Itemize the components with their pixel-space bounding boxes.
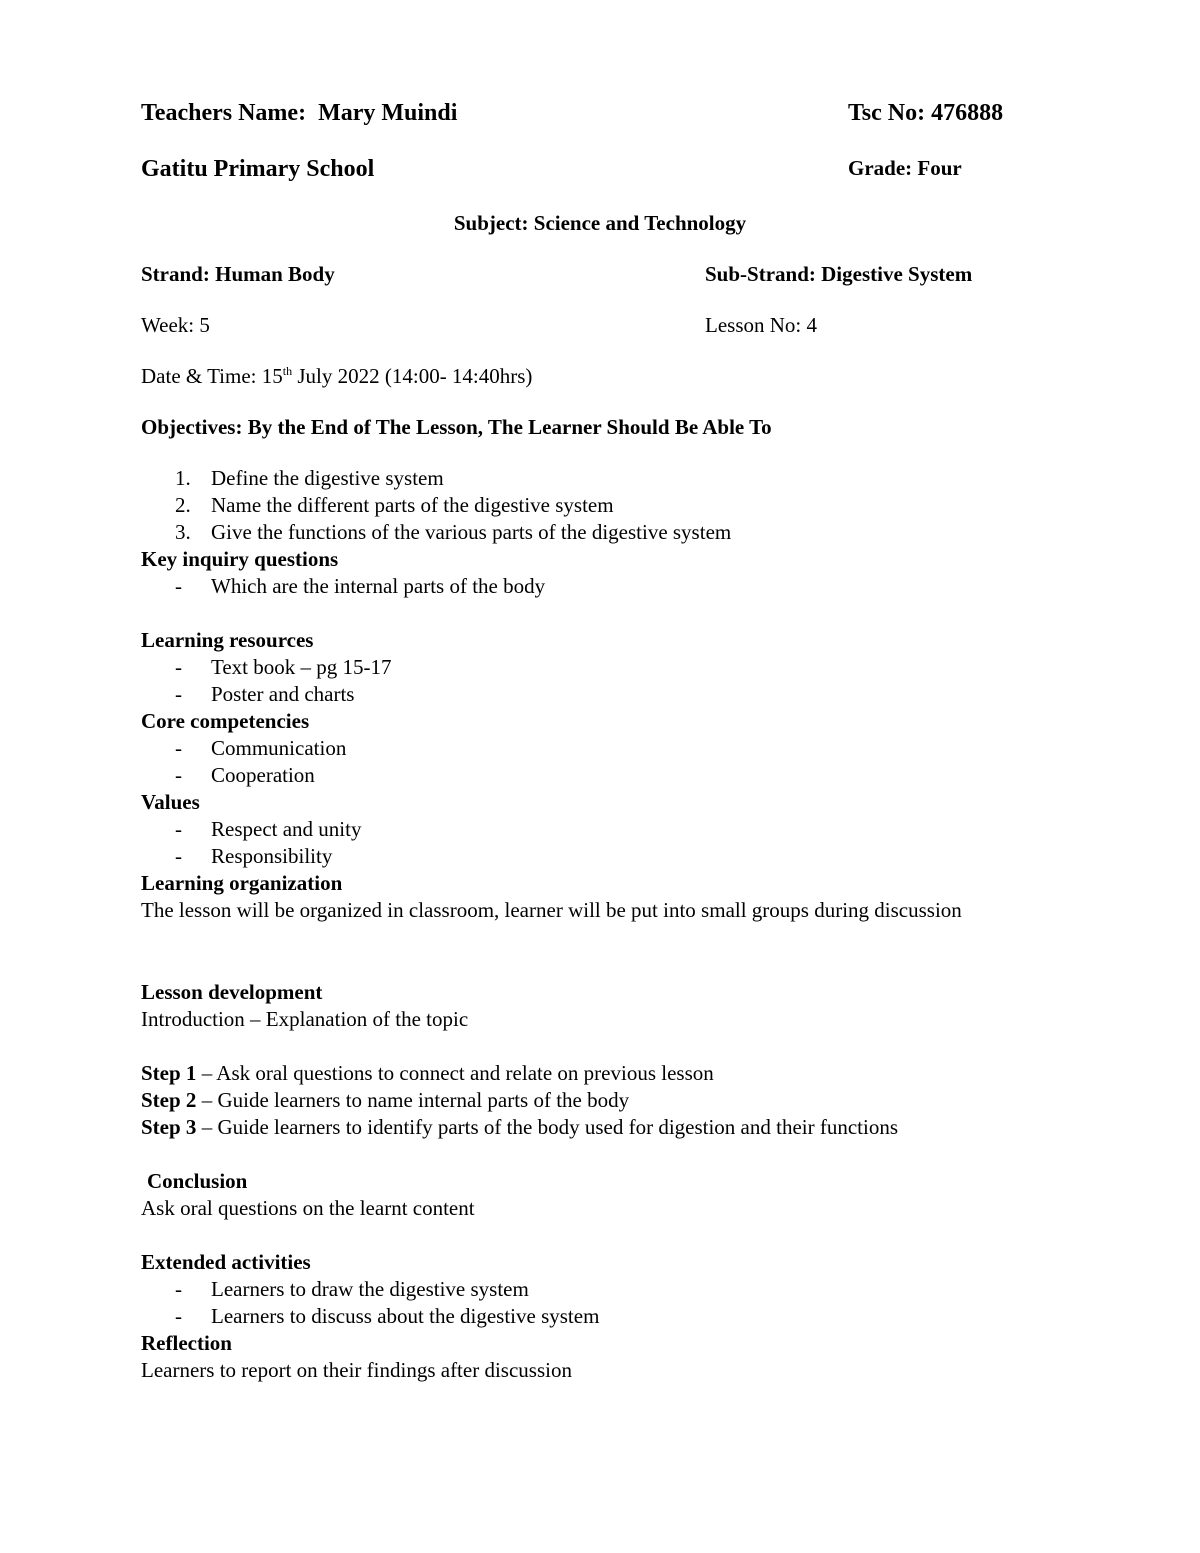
week-value: 5	[199, 313, 210, 337]
item-text: Responsibility	[211, 844, 333, 868]
item-text: Learners to draw the digestive system	[211, 1277, 529, 1301]
item-text: Give the functions of the various parts of the digestive system	[211, 520, 732, 544]
dash-marker: -	[175, 1277, 182, 1301]
date-label: Date & Time:	[141, 364, 257, 388]
dash-marker: -	[175, 682, 182, 706]
list-item	[141, 735, 347, 762]
list-item	[141, 816, 362, 843]
list-item	[141, 1303, 600, 1330]
conclusion-heading: Conclusion	[147, 1169, 248, 1193]
reflection-text-row	[141, 1357, 572, 1384]
competencies-heading: Core competencies	[141, 709, 310, 733]
step-text: – Ask oral questions to connect and relate on previous lesson	[196, 1061, 714, 1085]
grade-label: Grade:	[848, 156, 913, 180]
dash-marker: -	[175, 817, 182, 841]
item-text: Text book – pg 15-17	[211, 655, 392, 679]
dash-marker: -	[175, 844, 182, 868]
week-label: Week:	[141, 313, 195, 337]
list-item	[141, 1276, 572, 1303]
week-line	[141, 313, 210, 338]
organization-text: The lesson will be organized in classroom, learner will be put into small groups during discussion	[141, 898, 962, 922]
item-text: Which are the internal parts of the body	[211, 574, 546, 598]
item-text: Poster and charts	[211, 682, 355, 706]
reflection-heading: Reflection	[141, 1331, 232, 1355]
step-label: Step 2	[141, 1088, 197, 1112]
list-item	[141, 843, 342, 870]
list-item	[141, 654, 392, 681]
reflection-text: Learners to report on their findings after discussion	[141, 1358, 572, 1382]
lesson-line	[705, 313, 817, 338]
development-intro: Introduction – Explanation of the topic	[141, 1007, 469, 1031]
item-text: Define the digestive system	[211, 466, 444, 490]
values-heading: Values	[141, 790, 200, 814]
resources-heading: Learning resources	[141, 628, 314, 652]
list-item	[141, 573, 546, 600]
item-number: 2.	[175, 493, 191, 517]
strand-value: Human Body	[215, 262, 335, 286]
resources-block	[141, 627, 392, 897]
step-line	[141, 1087, 629, 1114]
step-label: Step 3	[141, 1115, 197, 1139]
step-line	[141, 1060, 714, 1087]
item-number: 1.	[175, 466, 191, 490]
date-rest: July 2022 (14:00- 14:40hrs)	[297, 364, 533, 388]
subject-label: Subject:	[453, 211, 529, 235]
teacher-name: Mary Muindi	[318, 100, 458, 126]
date-suffix: th	[282, 364, 293, 378]
item-text: Learners to discuss about the digestive system	[211, 1304, 600, 1328]
substrand-label: Sub-Strand:	[705, 262, 816, 286]
step-line	[141, 1114, 898, 1141]
objectives-heading: Objectives: By the End of The Lesson, The Learner Should Be Able To	[141, 415, 772, 439]
list-item	[141, 465, 444, 492]
list-item	[141, 492, 614, 519]
step-text: – Guide learners to name internal parts of the body	[196, 1088, 630, 1112]
item-text: Communication	[211, 736, 347, 760]
grade-value: Four	[917, 156, 962, 180]
substrand-value: Digestive System	[821, 262, 973, 286]
dash-marker: -	[175, 655, 182, 679]
development-heading: Lesson development	[141, 980, 323, 1004]
substrand-line	[705, 262, 972, 287]
tsc-line	[848, 100, 1003, 127]
dash-marker: -	[175, 736, 182, 760]
dash-marker: -	[175, 1304, 182, 1328]
item-number: 3.	[175, 520, 191, 544]
list-item	[141, 681, 355, 708]
list-item	[141, 519, 732, 546]
inquiry-heading: Key inquiry questions	[141, 547, 339, 571]
school-name: Gatitu Primary School	[141, 156, 375, 182]
tsc-label: Tsc No:	[848, 100, 926, 126]
item-text: Name the different parts of the digestive system	[211, 493, 614, 517]
teacher-label: Teachers Name:	[141, 100, 307, 126]
conclusion-text: Ask oral questions on the learnt content	[141, 1196, 475, 1220]
extended-block	[141, 1249, 600, 1384]
dash-marker: -	[175, 574, 182, 598]
item-text: Respect and unity	[211, 817, 362, 841]
step-label: Step 1	[141, 1061, 197, 1085]
extended-heading: Extended activities	[141, 1250, 311, 1274]
lesson-label: Lesson No:	[705, 313, 802, 337]
subject-value: Science and Technology	[533, 211, 747, 235]
objectives-block	[141, 465, 732, 600]
dash-marker: -	[175, 763, 182, 787]
date-day: 15	[261, 364, 283, 388]
grade-line	[848, 156, 962, 181]
tsc-number: 476888	[931, 100, 1004, 126]
strand-line	[141, 262, 335, 287]
organization-heading: Learning organization	[141, 871, 343, 895]
step-text: – Guide learners to identify parts of the body used for digestion and their functions	[196, 1115, 899, 1139]
lesson-value: 4	[806, 313, 817, 337]
date-line	[141, 364, 532, 389]
subject-line	[0, 211, 1200, 236]
item-text: Cooperation	[211, 763, 315, 787]
list-item	[141, 762, 342, 789]
strand-label: Strand:	[141, 262, 210, 286]
teacher-line	[141, 100, 457, 127]
